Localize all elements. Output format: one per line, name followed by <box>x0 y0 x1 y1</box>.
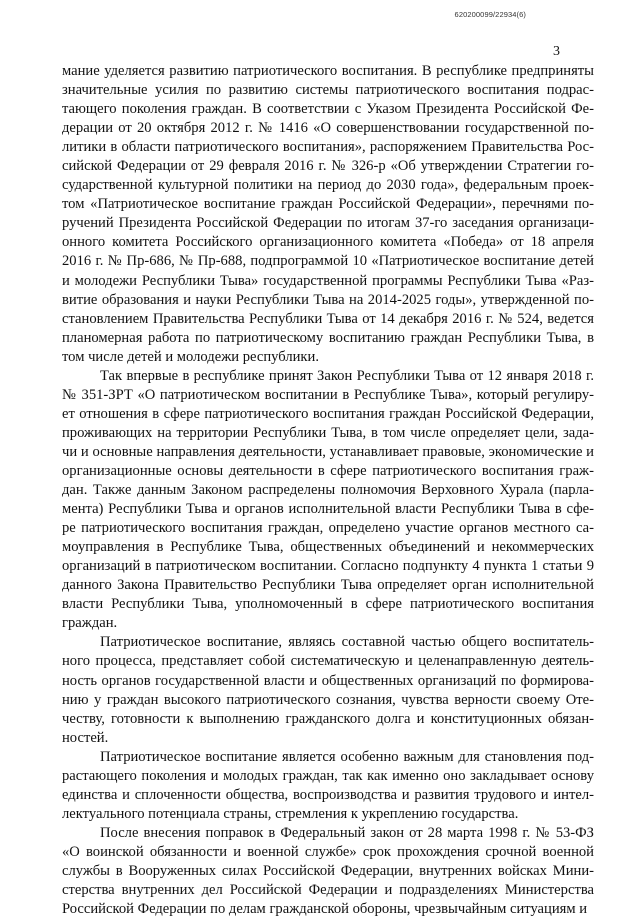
text-line: ре патриотического воспитания граждан, определено участие органов местного са- <box>62 520 594 537</box>
text-line: значительные усилия по развитию системы патриотического воспитания подрас- <box>62 82 594 99</box>
text-line: витие образования и науки Республики Тыва на 2014-2025 годы», утвержденной по- <box>62 291 594 308</box>
text-line: Патриотическое воспитание, являясь составной частью общего воспитатель- <box>100 634 594 651</box>
text-line: данного Закона Правительство Республики Тыва определяет орган исполнительной <box>62 577 594 594</box>
text-line: дерации от 20 октября 2012 г. № 1416 «О совершенствовании государственной по- <box>62 120 594 137</box>
text-line: мента) Республики Тыва и органов исполнительной власти Республики Тыва в сфе- <box>62 501 594 518</box>
text-line: организаций в патриотическом воспитании. Согласно подпункту 4 пункта 1 статьи 9 <box>62 558 594 575</box>
text-line: Патриотическое воспитание является особенно важным для становления под- <box>100 748 594 765</box>
text-line: единства и сплоченности общества, воспроизводства и развития трудового и интел- <box>62 786 594 803</box>
text-line: лектуального потенциала страны, стремления к укреплению государства. <box>62 805 519 822</box>
text-line: тающего поколения граждан. В соответствии с Указом Президента Российской Фе- <box>62 101 594 118</box>
page-number: 3 <box>553 44 560 59</box>
paragraph <box>62 62 594 367</box>
text-line: «О воинской обязанности и военной службе» срок прохождения срочной военной <box>62 843 594 860</box>
text-line: становлением Правительства Республики Тыва от 14 декабря 2016 г. № 524, ведется <box>62 310 594 327</box>
text-line: Так впервые в республике принят Закон Республики Тыва от 12 января 2018 г. <box>100 367 594 384</box>
paragraph <box>62 633 594 747</box>
text-line: ностей. <box>62 729 109 746</box>
paragraph <box>62 748 594 824</box>
text-line: стерства внутренних дел Российской Федерации и подразделениях Министерства <box>62 882 594 899</box>
text-line: планомерная работа по патриотическому воспитанию граждан Республики Тыва, в <box>62 329 594 346</box>
text-line: ного процесса, представляет собой систематическую и целенаправленную деятель- <box>62 653 594 670</box>
text-line: нию у граждан высокого патриотического сознания, чувства верности своему Оте- <box>62 691 594 708</box>
document-body <box>62 62 594 919</box>
text-line: дан. Также данным Законом распределены полномочия Верховного Хурала (парла- <box>62 482 594 499</box>
text-line: ность органов государственной власти и общественных организаций по формирова- <box>62 672 594 689</box>
text-line: службы в Вооруженных силах Российской Федерации, внутренних войсках Мини- <box>62 862 594 879</box>
text-line: 2016 г. № Пр-686, № Пр-688, подпрограммой 10 «Патриотическое воспитание детей <box>62 253 594 270</box>
text-line: том «Патриотическое воспитание граждан Российской Федерации», перечнями по- <box>62 196 594 213</box>
text-line: том числе детей и молодежи республики. <box>62 348 319 365</box>
document-code: 620200099/22934(6) <box>454 10 526 19</box>
text-line: мание уделяется развитию патриотического воспитания. В республике предприняты <box>62 63 594 79</box>
text-line: онного комитета Российского организационного комитета «Победа» от 18 апреля <box>62 234 594 251</box>
paragraph <box>62 367 594 634</box>
text-line: и молодежи Республики Тыва» государственной программы Республики Тыва «Раз- <box>62 272 594 289</box>
text-line: организационные основы деятельности в сфере патриотического воспитания граж- <box>62 462 594 479</box>
text-line: чи и основные направления деятельности, устанавливает правовые, экономические и <box>62 443 594 460</box>
text-line: граждан. <box>62 615 118 632</box>
text-line: После внесения поправок в Федеральный закон от 28 марта 1998 г. № 53-ФЗ <box>100 824 594 841</box>
text-line: ручений Президента Российской Федерации по итогам 37-го заседания организаци- <box>62 215 594 232</box>
text-line: Российской Федерации по делам гражданской обороны, чрезвычайным ситуациям и <box>62 901 588 918</box>
text-line: моуправления в Республике Тыва, общественных объединений и некоммерческих <box>62 539 594 556</box>
text-line: власти Республики Тыва, уполномоченный в сфере патриотического воспитания <box>62 596 594 613</box>
text-line: растающего поколения и молодых граждан, так как именно оно закладывает основу <box>62 767 594 784</box>
text-line: проживающих на территории Республики Тыва, в том числе определяет цели, зада- <box>62 424 594 441</box>
text-line: сийской Федерации от 29 февраля 2016 г. № 326-р «Об утверждении Стратегии го- <box>62 158 594 175</box>
text-line: сударственной культурной политики на период до 2030 года», федеральным проек- <box>62 177 594 194</box>
text-line: ет отношения в сфере патриотического воспитания граждан Российской Федерации, <box>62 405 594 422</box>
text-line: честву, готовности к выполнению гражданского долга и конституционных обязан- <box>62 710 594 727</box>
text-line: литики в области патриотического воспитания», распоряжением Правительства Рос- <box>62 139 594 156</box>
text-line: № 351-ЗРТ «О патриотическом воспитании в Республике Тыва», который регулиру- <box>62 386 594 403</box>
